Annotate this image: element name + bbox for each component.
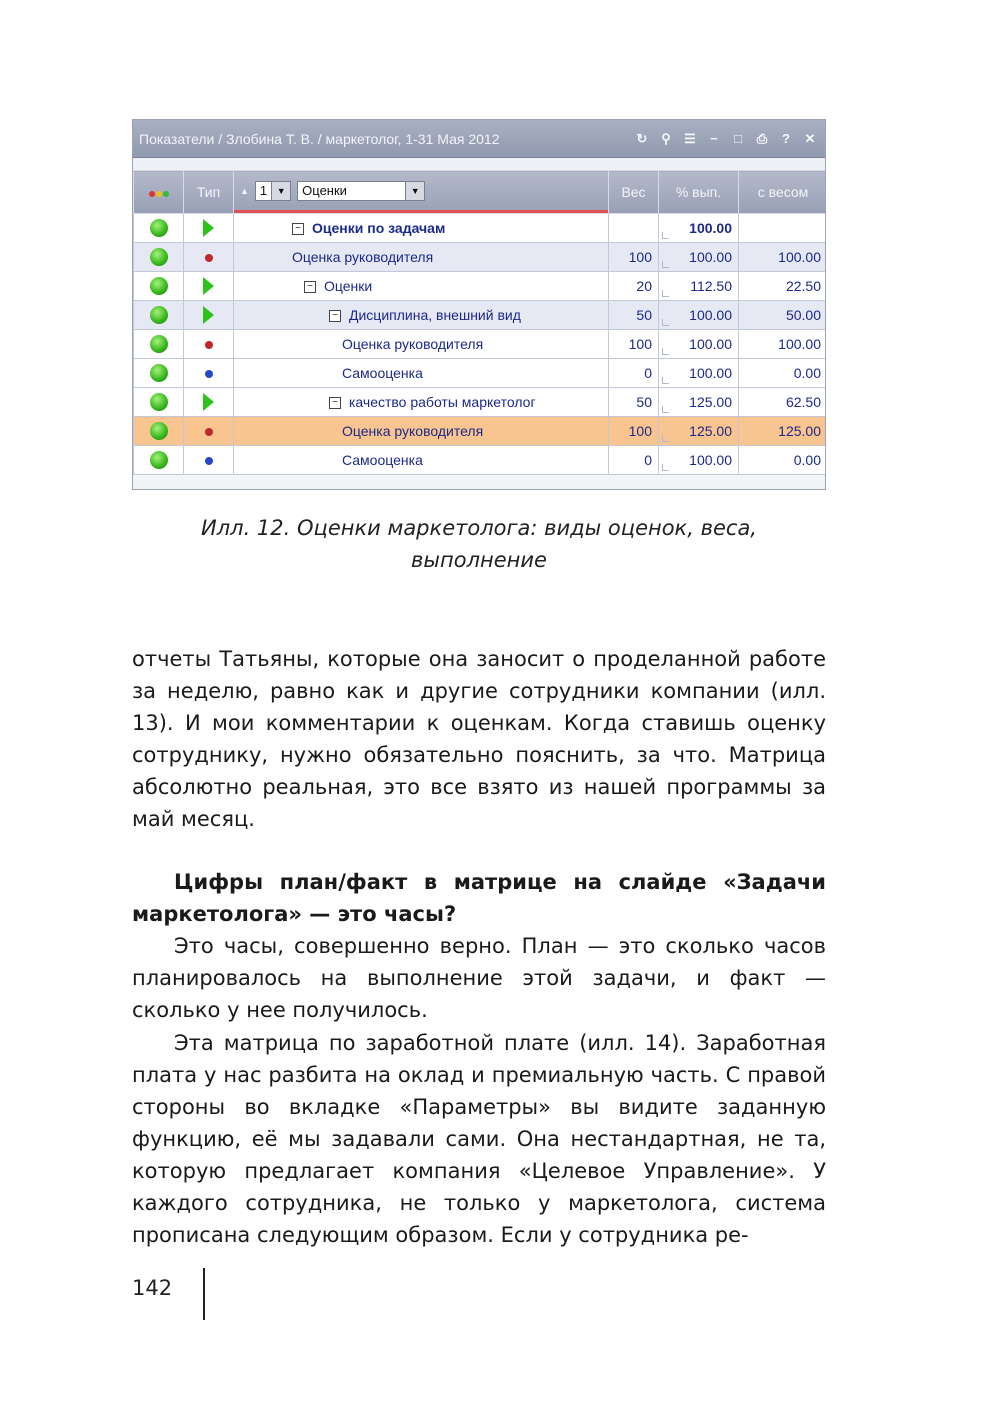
- name-cell[interactable]: [234, 359, 609, 388]
- type-cell: [184, 214, 234, 243]
- status-green-icon: [150, 248, 168, 266]
- weighted-cell: [739, 301, 827, 330]
- name-cell[interactable]: [234, 243, 609, 272]
- row-label: Оценка руководителя: [292, 249, 434, 265]
- table-row[interactable]: [134, 388, 827, 417]
- type-cell: [184, 388, 234, 417]
- table-row[interactable]: [134, 272, 827, 301]
- weight-cell-value: 100: [628, 249, 652, 265]
- type-cell: [184, 243, 234, 272]
- weight-cell-value: 0: [644, 452, 652, 468]
- blue-dot-icon: [205, 370, 213, 378]
- titlebar-gap: [133, 158, 825, 170]
- table-row[interactable]: [134, 417, 827, 446]
- status-green-icon: [150, 277, 168, 295]
- status-green-icon: [150, 219, 168, 237]
- name-cell[interactable]: [234, 446, 609, 475]
- weighted-header[interactable]: с весом: [739, 171, 827, 214]
- cell-corner-icon: [662, 261, 669, 268]
- name-cell[interactable]: [234, 330, 609, 359]
- window-toolbar: [635, 132, 825, 146]
- weighted-cell: [739, 214, 827, 243]
- status-cell: [134, 214, 184, 243]
- weighted-cell: [739, 359, 827, 388]
- weighted-cell-value: 50.00: [785, 307, 821, 323]
- percent-cell: [659, 243, 739, 272]
- scores-grid: [133, 170, 826, 475]
- weighted-cell-value: 125.00: [778, 423, 821, 439]
- figure-caption: Илл. 12. Оценки маркетолога: виды оценок, веса, выполнение: [201, 516, 757, 572]
- weighted-cell-value: 22.50: [785, 278, 821, 294]
- collapse-icon[interactable]: −: [329, 310, 341, 322]
- print-icon[interactable]: ⎙: [756, 130, 768, 146]
- play-icon: [203, 306, 214, 324]
- search-icon[interactable]: ⚲: [661, 130, 671, 146]
- percent-cell: [659, 359, 739, 388]
- status-green-icon: [150, 306, 168, 324]
- percent-cell: [659, 446, 739, 475]
- name-header: [234, 171, 609, 214]
- weight-cell: [609, 272, 659, 301]
- type-cell: [184, 272, 234, 301]
- maximize-icon[interactable]: □: [734, 131, 742, 146]
- red-dot-icon: [205, 254, 213, 262]
- cell-corner-icon: [662, 348, 669, 355]
- weight-header[interactable]: Вес: [609, 171, 659, 214]
- name-cell[interactable]: [234, 417, 609, 446]
- play-icon: [203, 277, 214, 295]
- percent-cell-value: 125.00: [689, 423, 732, 439]
- status-cell: [134, 446, 184, 475]
- table-row[interactable]: [134, 359, 827, 388]
- weighted-cell: [739, 243, 827, 272]
- help-icon[interactable]: ?: [782, 131, 790, 146]
- collapse-icon[interactable]: −: [292, 223, 304, 235]
- cell-corner-icon: [662, 319, 669, 326]
- weight-cell: [609, 388, 659, 417]
- page-number: 142: [132, 1276, 173, 1300]
- type-cell: [184, 330, 234, 359]
- cell-corner-icon: [662, 464, 669, 471]
- grid-header-row: [134, 171, 827, 214]
- percent-cell: [659, 301, 739, 330]
- status-cell: [134, 330, 184, 359]
- refresh-icon[interactable]: ↻: [636, 130, 648, 146]
- status-cell: [134, 301, 184, 330]
- cell-corner-icon: [662, 377, 669, 384]
- percent-cell-value: 100.00: [689, 249, 732, 265]
- type-cell: [184, 359, 234, 388]
- percent-cell-value: 125.00: [689, 394, 732, 410]
- status-green-icon: [150, 364, 168, 382]
- percent-cell: [659, 330, 739, 359]
- percent-cell: [659, 272, 739, 301]
- weighted-cell-value: 62.50: [785, 394, 821, 410]
- page-number-divider: [203, 1268, 205, 1320]
- status-green-icon: [150, 335, 168, 353]
- weight-cell: [609, 446, 659, 475]
- name-cell[interactable]: [234, 272, 609, 301]
- weighted-cell-value: 100.00: [778, 249, 821, 265]
- weight-cell-value: 100: [628, 336, 652, 352]
- weighted-cell: [739, 272, 827, 301]
- collapse-icon[interactable]: −: [304, 281, 316, 293]
- screenshot-figure: [132, 119, 826, 490]
- status-cell: [134, 359, 184, 388]
- cell-corner-icon: [662, 406, 669, 413]
- status-cell: [134, 388, 184, 417]
- name-cell[interactable]: [234, 388, 609, 417]
- weight-cell: [609, 214, 659, 243]
- play-icon: [203, 393, 214, 411]
- row-label: качество работы маркетолог: [349, 394, 536, 410]
- blue-dot-icon: [205, 457, 213, 465]
- status-green-icon: [150, 422, 168, 440]
- percent-cell-value: 100.00: [689, 336, 732, 352]
- weight-cell-value: 20: [636, 278, 652, 294]
- percent-cell-value: 100.00: [689, 452, 732, 468]
- type-header[interactable]: Тип: [184, 171, 234, 214]
- window-title: Показатели / Злобина Т. В. / маркетолог, 1-31 Мая 2012: [139, 130, 500, 147]
- red-dot-icon: [205, 428, 213, 436]
- sort-up-icon[interactable]: ▲: [240, 185, 249, 196]
- weighted-cell: [739, 446, 827, 475]
- weighted-cell: [739, 388, 827, 417]
- name-cell[interactable]: [234, 301, 609, 330]
- indicator-header[interactable]: [134, 171, 184, 214]
- weight-cell: [609, 330, 659, 359]
- cell-corner-icon: [662, 232, 669, 239]
- paragraph-1: отчеты Татьяны, которые она заносит о проделанной работе за неделю, равно как и другие сотрудники компании (илл. 13). И мои комментарии к оценкам. Когда ставишь оценку сотруднику, нужно обязательно пояснить, за что. Матрица абсолютно реальная, это все взято из нашей программы за май месяц.: [132, 647, 826, 831]
- weight-cell: [609, 301, 659, 330]
- paragraph-2: Это часы, совершенно верно. План — это сколько часов планировалось на выполнение этой задачи, и факт — сколько у нее получилось.: [132, 934, 826, 1022]
- view-select[interactable]: Оценки ▼: [297, 181, 425, 201]
- type-cell: [184, 301, 234, 330]
- status-cell: [134, 243, 184, 272]
- percent-cell-value: 100.00: [689, 365, 732, 381]
- percent-cell: [659, 388, 739, 417]
- paragraph-3: Эта матрица по заработной плате (илл. 14). Заработная плата у нас разбита на оклад и премиальную часть. С правой стороны во вкладке «Параметры» вы видите заданную функцию, её мы задавали сами. Она нестандартная, не та, которую предлагает компания «Целевое Управление». У каждого сотрудника, не только у маркетолога, система прописана следующим образом. Если у сотрудника ре-: [132, 1031, 826, 1247]
- weight-cell: [609, 243, 659, 272]
- chevron-down-icon[interactable]: ▼: [271, 182, 290, 200]
- percent-cell: [659, 417, 739, 446]
- type-cell: [184, 446, 234, 475]
- percent-cell: [659, 214, 739, 243]
- window-titlebar: [133, 120, 825, 158]
- chevron-down-icon[interactable]: ▼: [405, 182, 424, 200]
- status-cell: [134, 417, 184, 446]
- weight-cell: [609, 359, 659, 388]
- table-row[interactable]: [134, 214, 827, 243]
- status-green-icon: [150, 451, 168, 469]
- table-row[interactable]: [134, 301, 827, 330]
- table-row[interactable]: [134, 243, 827, 272]
- cell-corner-icon: [662, 435, 669, 442]
- close-icon[interactable]: ✕: [804, 130, 816, 146]
- status-cell: [134, 272, 184, 301]
- collapse-icon[interactable]: −: [329, 397, 341, 409]
- row-label: Оценка руководителя: [342, 423, 484, 439]
- red-dot-icon: [205, 341, 213, 349]
- weight-cell: [609, 417, 659, 446]
- weight-cell-value: 50: [636, 394, 652, 410]
- level-select[interactable]: 1 ▼: [255, 181, 291, 201]
- percent-cell-value: 100.00: [689, 307, 732, 323]
- table-row[interactable]: [134, 330, 827, 359]
- percent-cell-value: 100.00: [689, 220, 732, 236]
- type-cell: [184, 417, 234, 446]
- weighted-cell-value: 0.00: [793, 452, 821, 468]
- cell-corner-icon: [662, 290, 669, 297]
- traffic-light-icon: [149, 191, 169, 197]
- status-green-icon: [150, 393, 168, 411]
- weighted-cell: [739, 330, 827, 359]
- weighted-cell-value: 100.00: [778, 336, 821, 352]
- play-icon: [203, 219, 214, 237]
- list-icon[interactable]: ☰: [684, 130, 696, 146]
- row-label: Оценки по задачам: [312, 220, 446, 236]
- table-row[interactable]: [134, 446, 827, 475]
- row-label: Оценка руководителя: [342, 336, 484, 352]
- row-label: Самооценка: [342, 452, 423, 468]
- weighted-cell: [739, 417, 827, 446]
- row-label: Самооценка: [342, 365, 423, 381]
- name-cell[interactable]: [234, 214, 609, 243]
- question-heading: Цифры план/факт в матрице на слайде «Задачи маркетолога» — это часы?: [132, 870, 826, 926]
- weighted-cell-value: 0.00: [793, 365, 821, 381]
- weight-cell-value: 100: [628, 423, 652, 439]
- row-label: Оценки: [324, 278, 373, 294]
- weight-cell-value: 50: [636, 307, 652, 323]
- row-label: Дисциплина, внешний вид: [349, 307, 521, 323]
- percent-header[interactable]: % вып.: [659, 171, 739, 214]
- percent-cell-value: 112.50: [690, 278, 732, 294]
- minimize-icon[interactable]: −: [710, 131, 718, 146]
- weight-cell-value: 0: [644, 365, 652, 381]
